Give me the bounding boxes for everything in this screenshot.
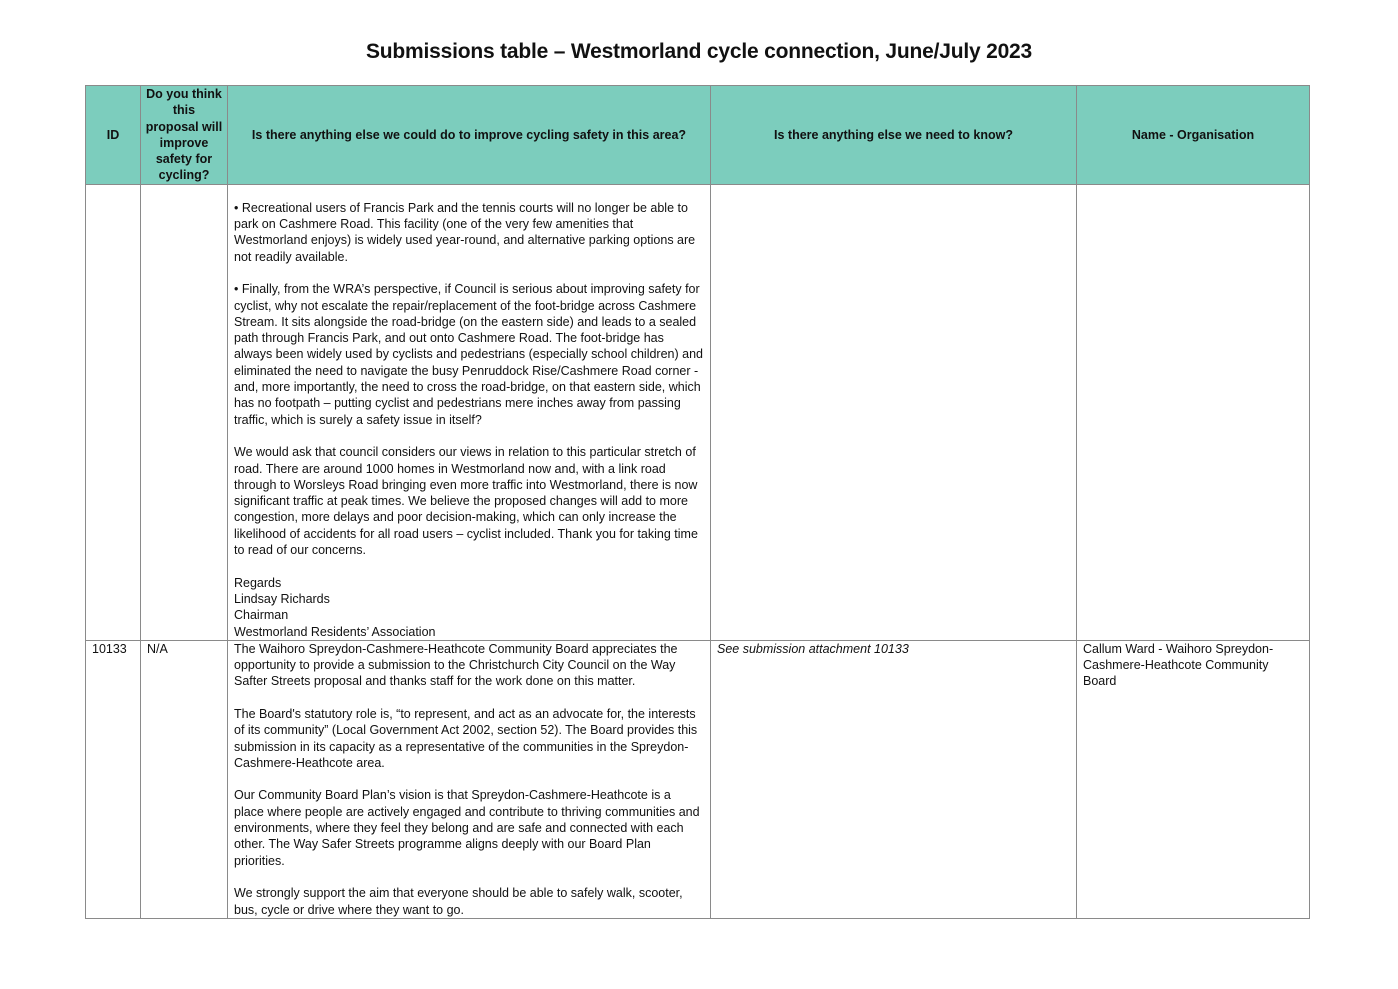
cell-name-organisation [1077, 640, 1310, 918]
cell-need-to-know [711, 640, 1077, 918]
cell-id [86, 640, 141, 918]
cell-improve-safety [141, 184, 228, 640]
cell-improve-safety-text: N/A [147, 641, 168, 656]
cell-id-text [92, 185, 134, 200]
cell-name-organisation [1077, 184, 1310, 640]
table-row [86, 184, 1310, 640]
cell-anything-else-safety-text: The Waihoro Spreydon-Cashmere-Heathcote Community Board appreciates the opportunity to provide a submission to the Christchurch City Council on the Way Safter Streets proposal and thanks staff for the work done on this matter. The Board's statutory role is, “to represent, and act as an advocate for, the interests of its community” (Local Government Act 2002, section 52). The Board provides this submission in its capacity as a representative of the communities in the Spreydon-Cashmere-Heathcote area. Our Community Board Plan’s vision is that Spreydon-Cashmere-Heathcote is a place where people are actively engaged and contribute to thriving communities and environments, where they feel they belong and are safe and connected with each other. The Way Safer Streets programme aligns deeply with our Board Plan priorities. We strongly support the aim that everyone should be able to safely walk, scooter, bus, cycle or drive where they want to go. [234, 641, 700, 917]
header-need-to-know: Is there anything else we need to know? [711, 86, 1077, 185]
header-improve-safety: Do you think this proposal will improve safety for cycling? [141, 86, 228, 185]
submissions-table [85, 85, 1310, 919]
table-header [86, 86, 1310, 185]
page-title: Submissions table – Westmorland cycle connection, June/July 2023 [365, 40, 1033, 63]
cell-need-to-know-text [717, 185, 1070, 200]
cell-need-to-know [711, 184, 1077, 640]
cell-anything-else-safety-text: • Recreational users of Francis Park and the tennis courts will no longer be able to park on Cashmere Road. This facility (one of the very few amenities that Westmorland enjoys) is widely used year-round, and alternative parking options are not readily available. • Finally, from the WRA’s perspective, if Council is serious about improving safety for cyclist, why not escalate the repair/replacement of the foot-bridge across Cashmere Stream. It sits alongside the road-bridge (on the eastern side) and leads to a sealed path through Francis Park, and out onto Cashmere Road. The foot-bridge has always been widely used by cyclists and pedestrians (especially school children) and eliminated the need to navigate the busy Penruddock Rise/Cashmere Road corner - and, more importantly, the need to cross the road-bridge, on that eastern side, which has no footpath – putting cyclist and pedestrians mere inches away from passing traffic, which is surely a safety issue in itself? We would ask that council considers our views in relation to this particular stretch of road. There are around 1000 homes in Westmorland now and, with a link road through to Worsleys Road bringing even more traffic into Westmorland, there is now significant traffic at peak times. We believe the proposed changes will add to more congestion, more delays and poor decision-making, which can only increase the likelihood of accidents for all road users – cyclist included. Thank you for taking time to read of our concerns. Regards Lindsay Richards Chairman Westmorland Residents’ Association [234, 200, 703, 639]
cell-id-text: 10133 [92, 641, 127, 656]
header-anything-else-safety: Is there anything else we could do to improve cycling safety in this area? [228, 86, 711, 185]
table-row [86, 640, 1310, 918]
cell-anything-else-safety [228, 184, 711, 640]
cell-need-to-know-text: See submission attachment 10133 [717, 641, 909, 656]
header-row [86, 86, 1310, 185]
header-name-organisation: Name - Organisation [1077, 86, 1310, 185]
cell-improve-safety-text [147, 185, 221, 200]
cell-anything-else-safety [228, 640, 711, 918]
header-id: ID [86, 86, 141, 185]
cell-improve-safety [141, 640, 228, 918]
cell-name-organisation-text [1083, 185, 1303, 200]
cell-id [86, 184, 141, 640]
cell-name-organisation-text: Callum Ward - Waihoro Spreydon-Cashmere-Heathcote Community Board [1083, 641, 1274, 689]
